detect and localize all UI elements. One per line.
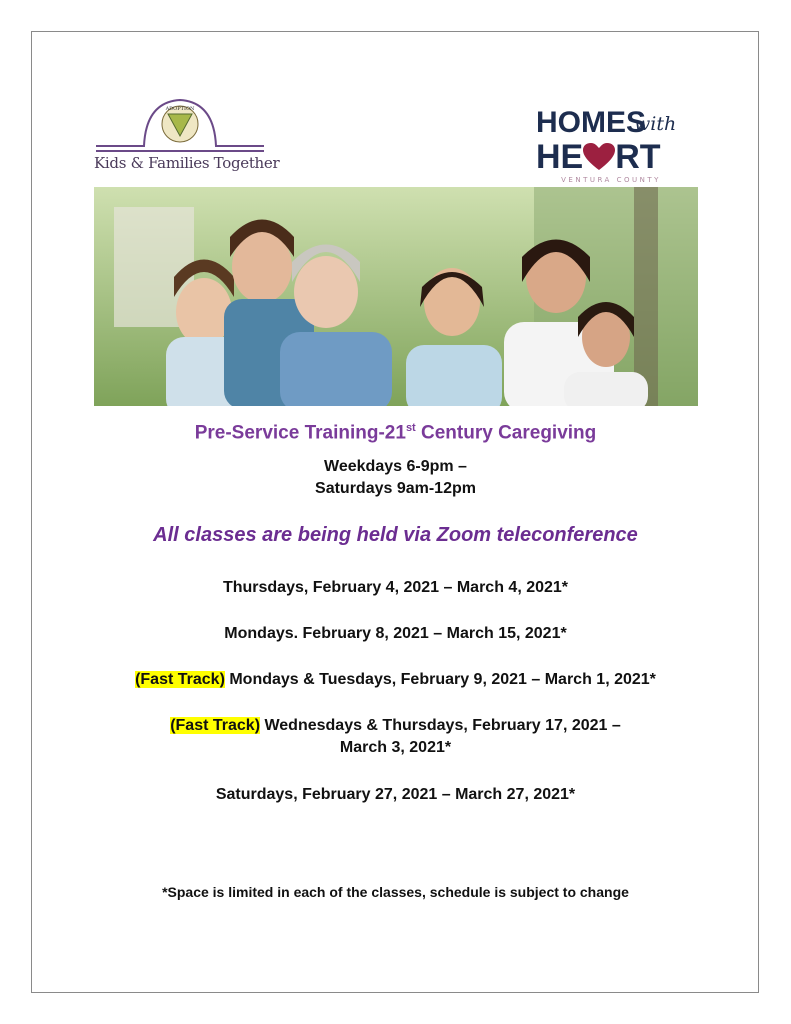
logo-county-tagline: VENTURA COUNTY xyxy=(561,176,661,184)
session-5: Saturdays, February 27, 2021 – March 27, 2021* xyxy=(215,786,576,803)
page-title: Pre-Service Training-21st Century Caregiving xyxy=(194,422,597,444)
kids-families-together-name: Kids & Families Together xyxy=(94,154,280,172)
session-4-continued: March 3, 2021* xyxy=(339,739,452,756)
homes-with-heart-logo xyxy=(536,108,686,184)
session-1: Thursdays, February 4, 2021 – March 4, 2021* xyxy=(222,579,569,596)
heart-icon xyxy=(583,143,615,171)
session-2: Mondays. February 8, 2021 – March 15, 2021* xyxy=(224,625,567,642)
fast-track-tag: (Fast Track) xyxy=(170,717,261,734)
family-photo xyxy=(94,187,698,406)
logo-heart-word xyxy=(536,140,661,174)
logo-he-text: HE xyxy=(536,138,584,176)
hours-line-2: Saturdays 9am-12pm xyxy=(315,480,476,497)
kids-families-together-logo xyxy=(94,94,280,186)
logo-homes-word: HOMES xyxy=(536,106,647,139)
svg-text:ADOPTION: ADOPTION xyxy=(165,106,195,112)
session-4: (Fast Track) Wednesdays & Thursdays, February 17, 2021 – xyxy=(170,717,621,734)
hours-line-1: Weekdays 6-9pm – xyxy=(324,458,467,475)
arch-seal-icon xyxy=(94,94,266,154)
footnote: *Space is limited in each of the classes, schedule is subject to change xyxy=(162,884,629,900)
fast-track-tag: (Fast Track) xyxy=(135,671,225,688)
logo-rt-text: RT xyxy=(615,138,661,176)
logo-with-word: with xyxy=(634,113,677,135)
session-3: (Fast Track) Mondays & Tuesdays, February 9, 2021 – March 1, 2021* xyxy=(135,671,656,688)
zoom-notice: All classes are being held via Zoom teleconference xyxy=(153,524,638,546)
